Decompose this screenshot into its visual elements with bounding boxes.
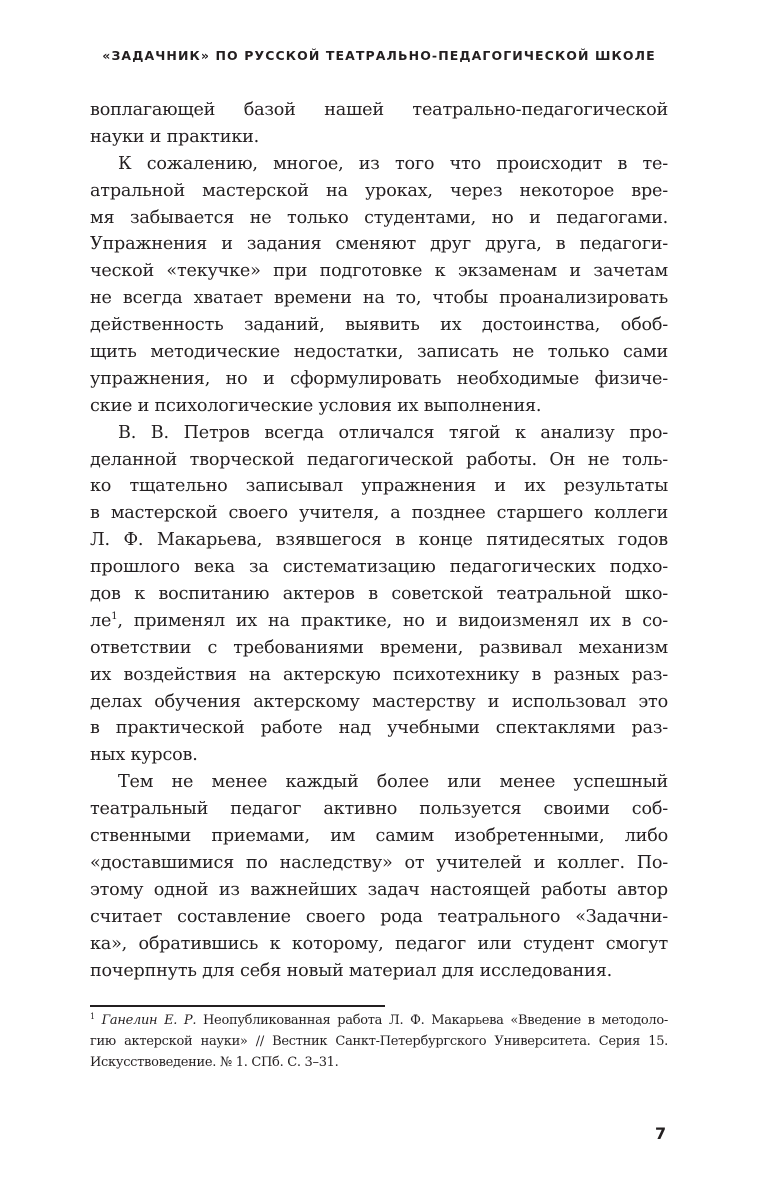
footnote-marker: 1 <box>90 1012 95 1021</box>
running-header: «ЗАДАЧНИК» ПО РУССКОЙ ТЕАТРАЛЬНО-ПЕДАГОГИЧЕСКОЙ ШКОЛЕ <box>102 48 656 63</box>
paragraph-line: Упражнения и задания сменяют друг друга, в педагоги- <box>90 234 668 255</box>
paragraph-line: упражнения, но и сформулировать необходимые физиче- <box>90 368 668 389</box>
paragraph-line <box>90 608 668 635</box>
paragraph-line: ответствии с требованиями времени, развивал механизм <box>90 637 668 658</box>
paragraph-line: ские и психологические условия их выполнения. <box>90 395 542 416</box>
paragraph-line: считает составление своего рода театрального «Задачни- <box>90 906 668 927</box>
paragraph-line: в практической работе над учебными спектаклями раз- <box>90 718 668 739</box>
footnote-line: Искусствоведение. № 1. СПб. С. 3–31. <box>90 1055 339 1070</box>
body-text <box>90 97 668 984</box>
paragraph-line: прошлого века за систематизацию педагогических подхо- <box>90 557 668 578</box>
paragraph-line: щить методические недостатки, записать не только сами <box>90 342 668 363</box>
paragraph-line: в мастерской своего учителя, а позднее старшего коллеги <box>90 503 668 524</box>
footnote-line: гию актерской науки» // Вестник Санкт-Петербургского Университета. Серия 15. <box>90 1034 668 1049</box>
paragraph-line: ственными приемами, им самим изобретенными, либо <box>90 826 668 847</box>
paragraph-line: Л. Ф. Макарьева, взявшегося в конце пятидесятых годов <box>90 530 668 551</box>
paragraph-line: дов к воспитанию актеров в советской театральной шко- <box>90 584 668 605</box>
paragraph-line: ческой «текучке» при подготовке к экзаменам и зачетам <box>90 261 668 282</box>
footnote-divider <box>90 1005 385 1007</box>
paragraph-line: ка», обратившись к которому, педагог или студент смогут <box>90 933 668 954</box>
paragraph-line: этому одной из важнейших задач настоящей работы автор <box>90 879 668 900</box>
text-segment: , применял их на практике, но и видоизменял их в со- <box>117 610 668 631</box>
paragraph-line: атральной мастерской на уроках, через некоторое вре- <box>90 180 668 201</box>
paragraph-line: действенность заданий, выявить их достоинства, обоб- <box>90 315 668 336</box>
footnote-line <box>90 1010 668 1031</box>
footnote-text: Неопубликованная работа Л. Ф. Макарьева «Введение в методоло- <box>196 1013 668 1028</box>
paragraph-line: ных курсов. <box>90 745 198 766</box>
paragraph-line: ко тщательно записывал упражнения и их результаты <box>90 476 668 497</box>
footnote <box>90 1010 668 1073</box>
footnote-reference[interactable]: 1 <box>111 610 118 622</box>
paragraph-line: воплагающей базой нашей театрально-педагогической <box>90 100 668 120</box>
paragraph-line: К сожалению, многое, из того что происходит в те- <box>118 153 668 174</box>
paragraph-line: деланной творческой педагогической работы. Он не толь- <box>90 449 668 470</box>
paragraph-line: не всегда хватает времени на то, чтобы проанализировать <box>90 288 668 309</box>
footnote-author: Ганелин Е. Р. <box>101 1013 197 1028</box>
paragraph-line: мя забывается не только студентами, но и педагогами. <box>90 207 668 228</box>
paragraph-line: Тем не менее каждый более или менее успешный <box>118 772 668 793</box>
paragraph-line: театральный педагог активно пользуется своими соб- <box>90 799 668 820</box>
paragraph-line: почерпнуть для себя новый материал для исследования. <box>90 960 612 981</box>
text-segment: ле <box>90 610 112 631</box>
page-number: 7 <box>655 1124 667 1143</box>
paragraph-line: «доставшимися по наследству» от учителей и коллег. По- <box>90 852 668 873</box>
paragraph-line: В. В. Петров всегда отличался тягой к анализу про- <box>118 422 668 443</box>
paragraph-line: их воздействия на актерскую психотехнику в разных раз- <box>90 664 668 685</box>
paragraph-line: науки и практики. <box>90 126 260 147</box>
paragraph-line: делах обучения актерскому мастерству и использовал это <box>90 691 668 712</box>
